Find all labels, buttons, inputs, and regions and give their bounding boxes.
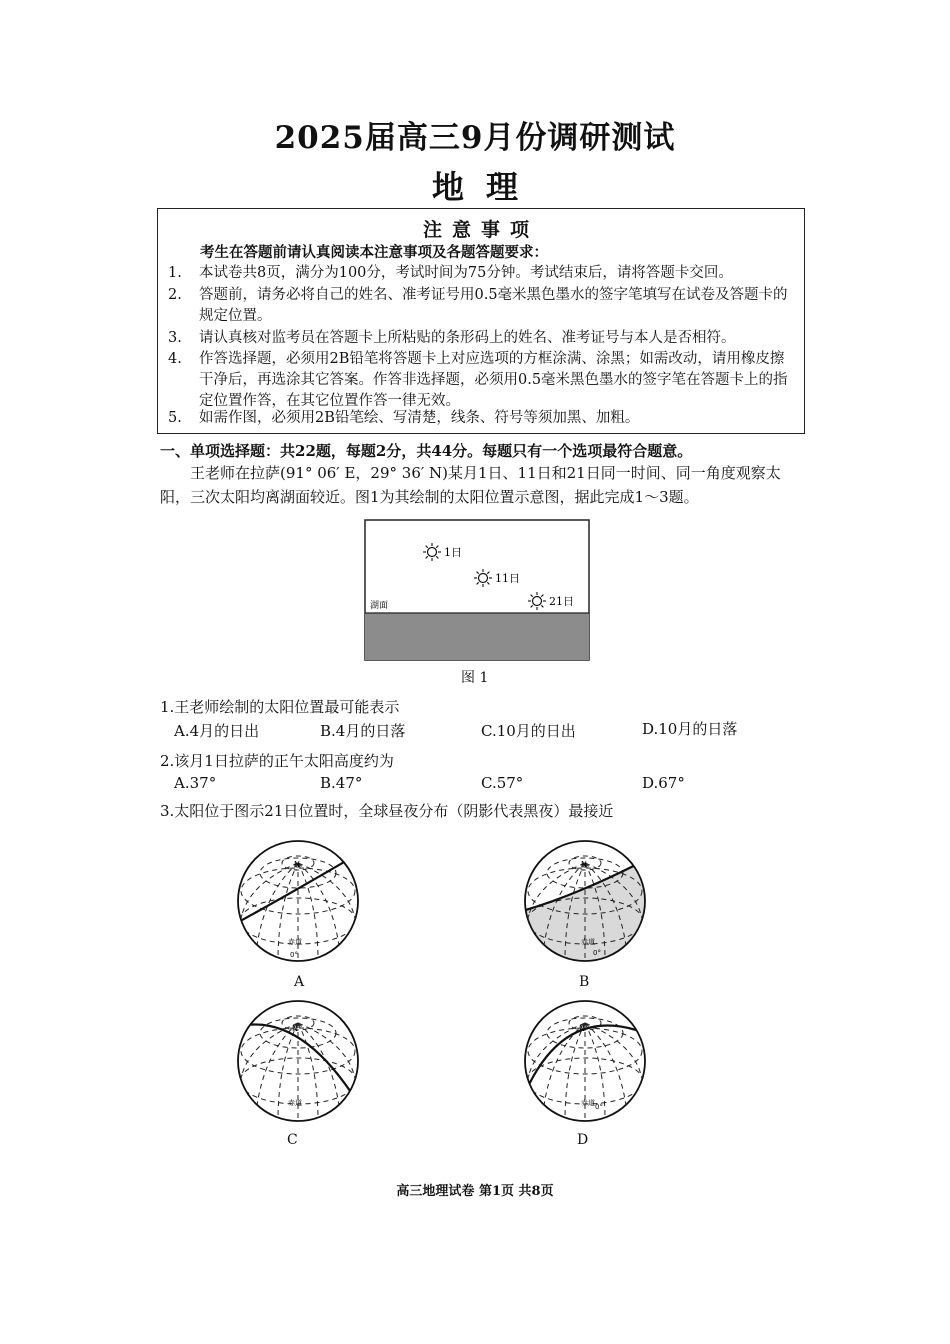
notice-item — [168, 285, 798, 327]
question-2-option-d[interactable]: D.67° — [642, 774, 685, 792]
sun-label-1: 1日 — [444, 546, 462, 559]
question-2-option-c[interactable]: C.57° — [481, 774, 524, 792]
notice-item-text: 请认真核对监考员在答题卡上所粘贴的条形码上的姓名、准考证号与本人是否相符。 — [199, 330, 736, 346]
section-heading: 一、单项选择题：共22题，每题2分，共44分。每题只有一个选项最符合题意。 — [160, 442, 693, 460]
equator-label: 赤道 — [581, 938, 595, 946]
globe-b-diagram — [515, 833, 655, 973]
notice-item-number: 4. — [168, 351, 182, 367]
notice-intro: 考生在答题前请认真阅读本注意事项及各题答题要求： — [200, 244, 548, 261]
notice-item-text: 答题前，请务必将自己的姓名、准考证号用0.5毫米黑色墨水的签字笔填写在试卷及答题卡的规定位置。 — [199, 287, 788, 324]
globe-c-diagram — [228, 993, 368, 1133]
globe-a-diagram — [228, 833, 368, 973]
question-1-option-d[interactable]: D.10月的日落 — [642, 720, 738, 738]
notice-item-number: 3. — [168, 330, 182, 346]
question-1-option-a[interactable]: A.4月的日出 — [174, 722, 260, 740]
lake-shade — [365, 613, 589, 660]
sun-label-11: 11日 — [495, 572, 520, 585]
north-pole-label: N — [579, 1024, 585, 1033]
figure-1-caption: 图 1 — [461, 670, 489, 686]
lake-label: 湖面 — [370, 601, 389, 611]
equator-label: 赤道 — [581, 1099, 595, 1107]
notice-item-text: 如需作图，必须用2B铅笔绘、写清楚，线条、符号等须加黑、加粗。 — [199, 410, 640, 426]
notice-item — [168, 408, 798, 429]
notice-item-text: 作答选择题，必须用2B铅笔将答题卡上对应选项的方框涂满、涂黑；如需改动，请用橡皮擦干净后，再选涂其它答案。作答非选择题，必须用0.5毫米黑色墨水的签字笔在答题卡上的指定位置作答，在其它位置作答一律无效。 — [199, 351, 788, 409]
question-1-option-b[interactable]: B.4月的日落 — [320, 722, 406, 740]
globe-c-label: C — [287, 1132, 298, 1148]
globe-a-label: A — [294, 974, 305, 990]
notice-item — [168, 349, 798, 412]
question-2-option-b[interactable]: B.47° — [320, 774, 363, 792]
bottom-label: 0° — [595, 1103, 603, 1111]
equator-label: 赤道 — [288, 938, 302, 946]
equator-label: 赤道 — [288, 1099, 302, 1107]
globe-d-label: D — [577, 1132, 589, 1148]
question-1-stem: 1.王老师绘制的太阳位置最可能表示 — [160, 698, 400, 716]
notice-item-number: 1. — [168, 265, 182, 281]
notice-box — [157, 208, 805, 434]
globe-d-diagram — [515, 993, 655, 1133]
page-footer: 高三地理试卷 第1页 共8页 — [396, 1184, 554, 1199]
question-2-stem: 2.该月1日拉萨的正午太阳高度约为 — [160, 752, 394, 770]
question-intro: 王老师在拉萨(91° 06′ E，29° 36′ N)某月1日、11日和21日同一时间、同一角度观察太阳，三次太阳均离湖面较近。图1为其绘制的太阳位置示意图，据此完成1～3题。 — [160, 464, 781, 506]
notice-title: 注意事项 — [422, 219, 539, 241]
notice-item-number: 5. — [168, 410, 182, 426]
notice-item — [168, 328, 798, 349]
subject-title: 地理 — [431, 168, 540, 206]
question-3-stem: 3.太阳位于图示21日位置时，全球昼夜分布（阴影代表黑夜）最接近 — [160, 802, 614, 820]
question-2-option-a[interactable]: A.37° — [174, 774, 217, 792]
globe-b-label: B — [579, 974, 590, 990]
north-pole-label: N — [294, 860, 300, 869]
north-pole-label: N — [581, 860, 587, 869]
page-title: 2025届高三9月份调研测试 — [274, 120, 676, 156]
bottom-label: 0° — [593, 949, 601, 957]
bottom-label: 0° — [290, 951, 298, 959]
notice-item-number: 2. — [168, 287, 182, 303]
notice-item-text: 本试卷共8页，满分为100分，考试时间为75分钟。考试结束后，请将答题卡交回。 — [199, 265, 733, 281]
figure-1-sun-position — [364, 519, 590, 661]
sun-label-21: 21日 — [549, 595, 574, 608]
question-1-option-c[interactable]: C.10月的日出 — [481, 722, 576, 740]
north-pole-label: N — [292, 1024, 298, 1033]
notice-item — [168, 263, 798, 284]
